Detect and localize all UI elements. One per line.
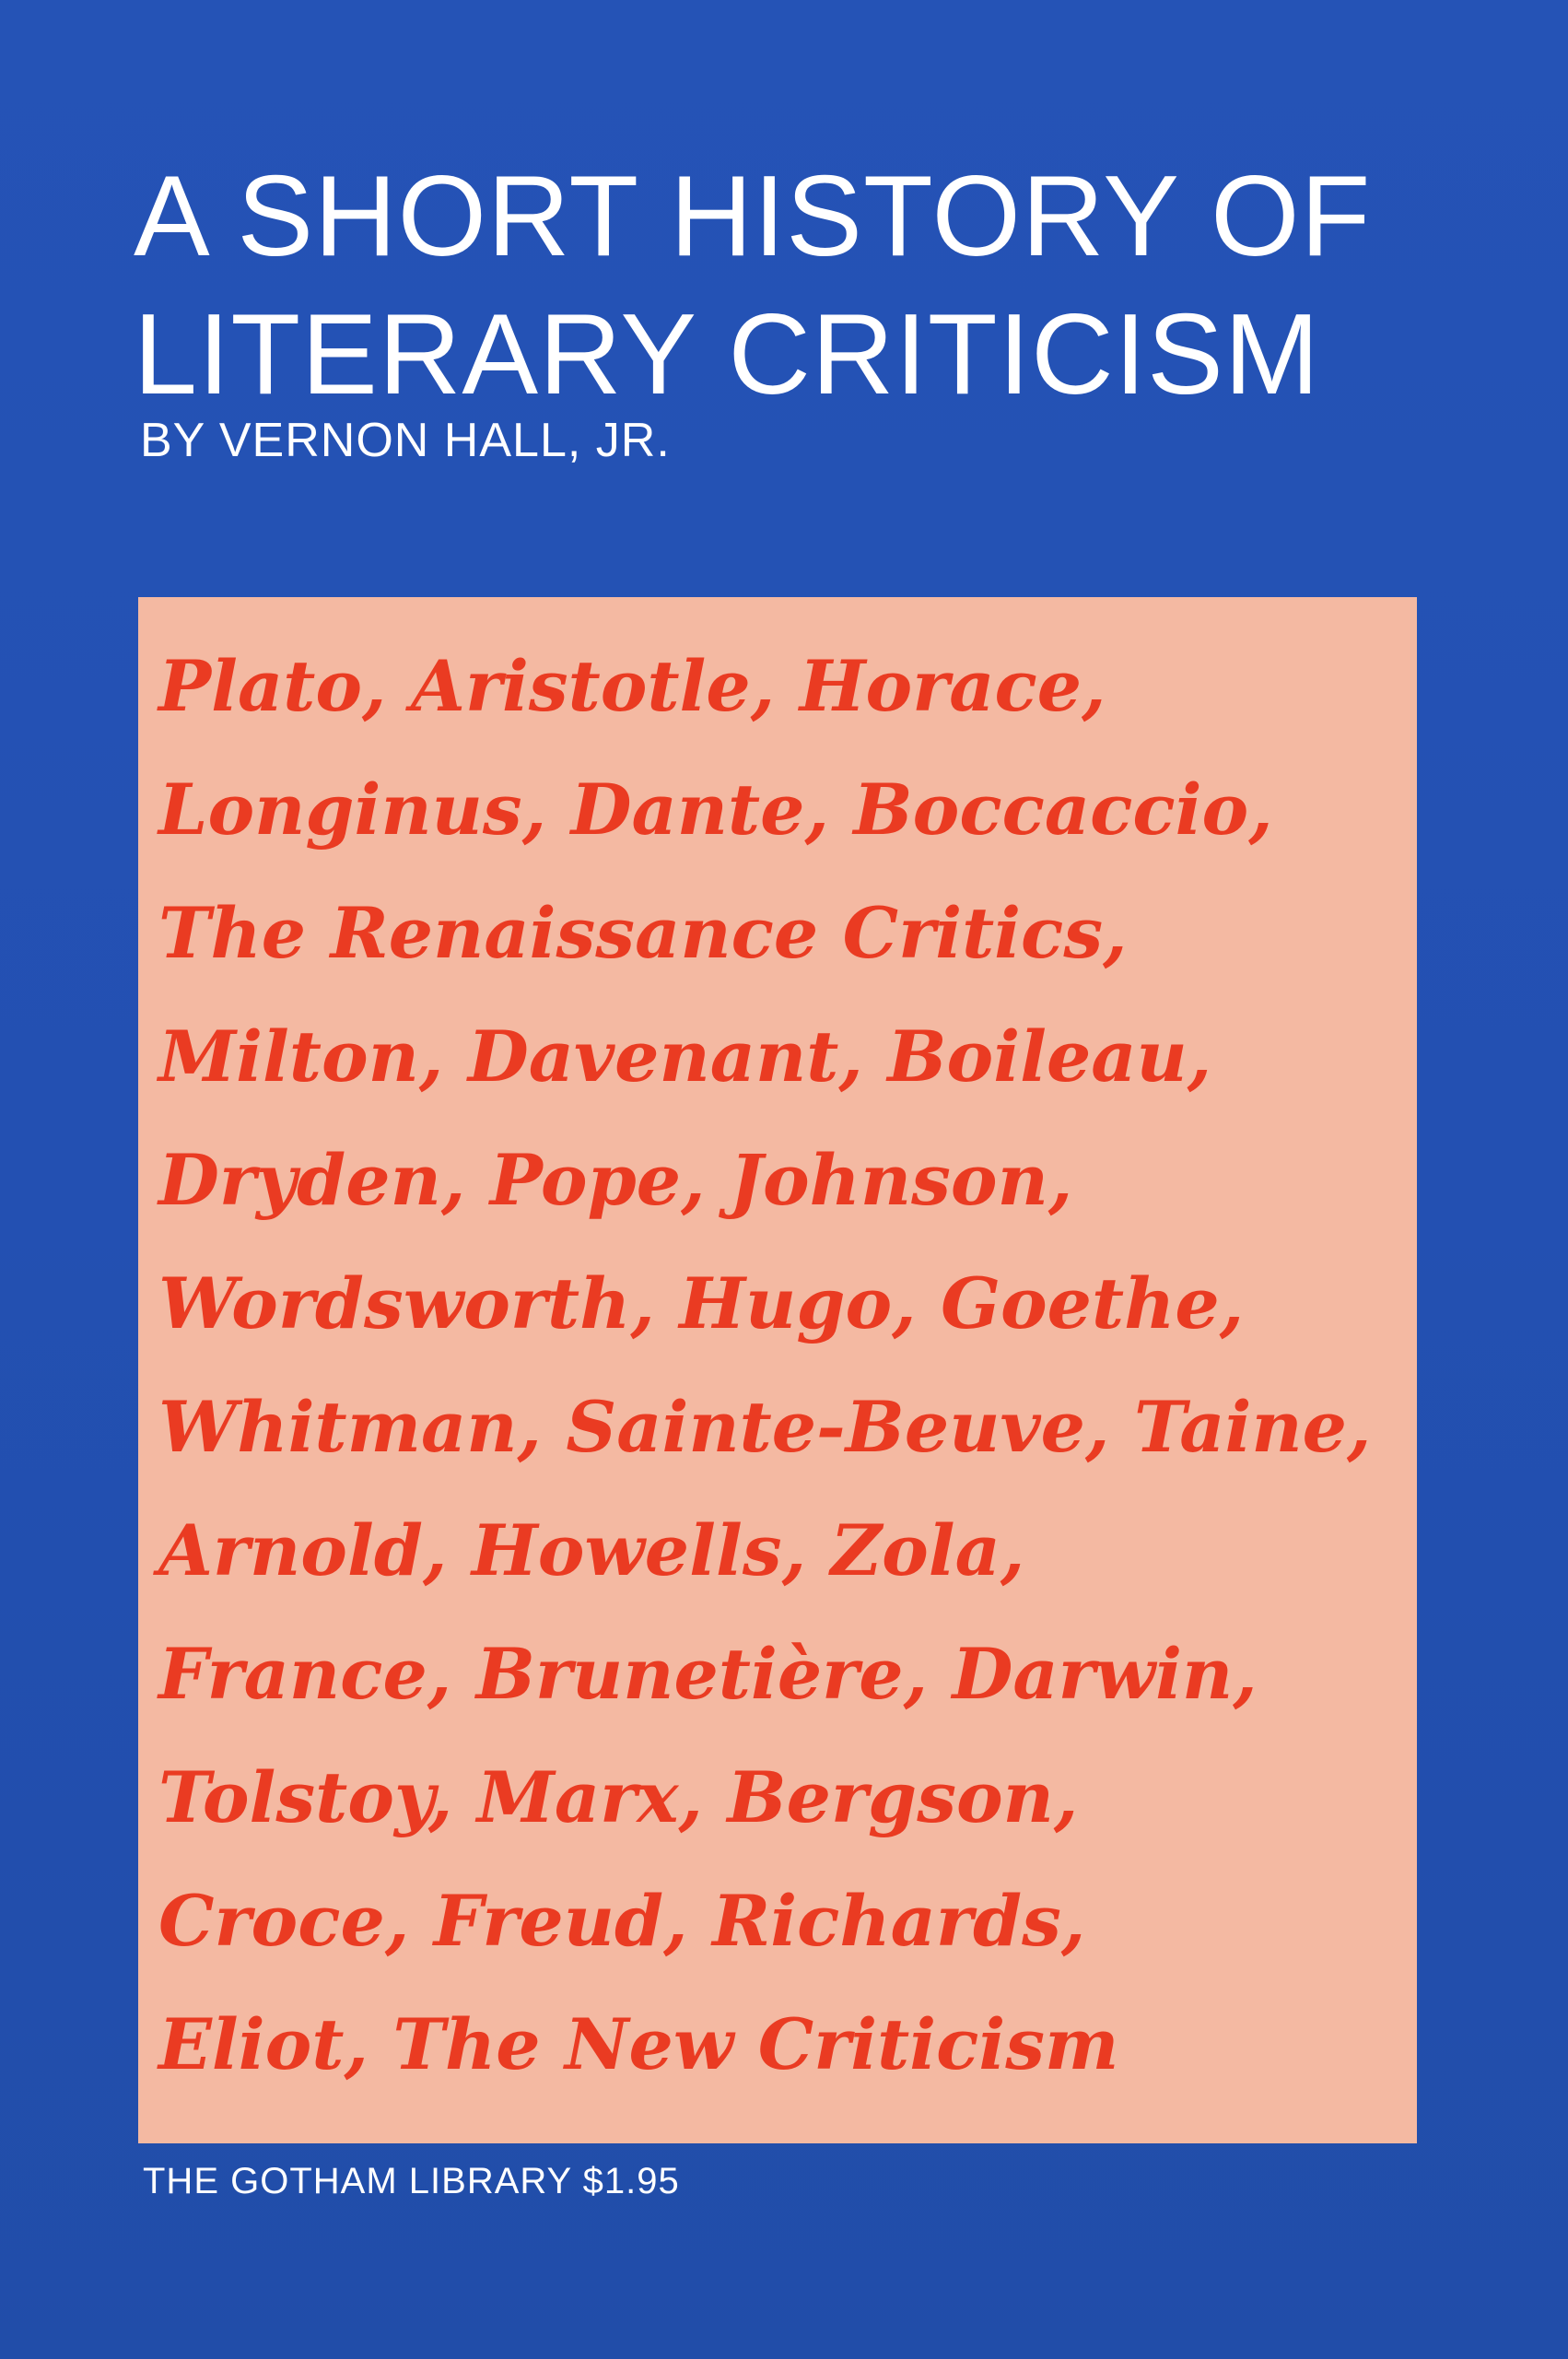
publisher-price-line: THE GOTHAM LIBRARY $1.95 <box>143 2161 680 2201</box>
names-line-12: Eliot, The New Criticism <box>158 2003 1119 2085</box>
names-line-1: Plato, Aristotle, Horace, <box>158 645 1106 727</box>
author-line: BY VERNON HALL, JR. <box>140 414 671 467</box>
names-line-3: The Renaissance Critics, <box>158 892 1128 974</box>
names-line-5: Dryden, Pope, Johnson, <box>158 1139 1073 1221</box>
names-line-4: Milton, Davenant, Boileau, <box>158 1015 1212 1097</box>
book-title <box>134 147 1469 424</box>
names-line-7: Whitman, Sainte-Beuve, Taine, <box>158 1386 1372 1468</box>
names-line-11: Croce, Freud, Richards, <box>158 1880 1086 1962</box>
title-line-1: A SHORT HISTORY OF <box>134 153 1372 280</box>
names-line-6: Wordsworth, Hugo, Goethe, <box>158 1262 1245 1344</box>
names-line-9: France, Brunetière, Darwin, <box>158 1633 1258 1715</box>
critic-names-list <box>158 625 1411 2107</box>
title-line-2: LITERARY CRITICISM <box>134 291 1321 418</box>
names-panel <box>138 597 1417 2143</box>
names-line-2: Longinus, Dante, Boccaccio, <box>158 769 1273 851</box>
names-line-8: Arnold, Howells, Zola, <box>158 1509 1025 1591</box>
names-line-10: Tolstoy, Marx, Bergson, <box>158 1756 1079 1838</box>
